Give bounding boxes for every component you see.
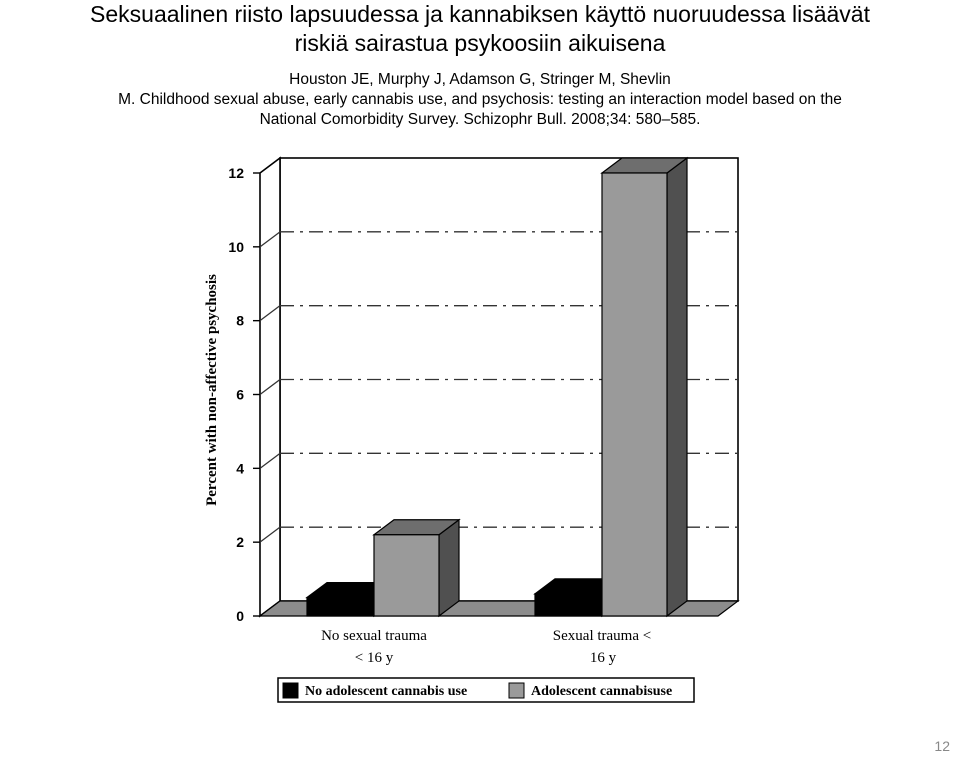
- slide-title-line2: riskiä sairastua psykoosiin aikuisena: [294, 30, 666, 56]
- bar-front: [535, 594, 602, 616]
- bar-front: [307, 598, 374, 616]
- y-tick-label: 4: [236, 460, 244, 477]
- y-axis-label: Percent with non-affective psychosis: [204, 274, 220, 506]
- legend-label-no-cannabis: No adolescent cannabis use: [305, 684, 468, 699]
- bar-cannabis-2: [602, 158, 687, 616]
- legend-swatch-cannabis: [509, 683, 524, 698]
- y-tick-label: 0: [236, 608, 244, 624]
- x-category-label: No sexual trauma: [321, 628, 427, 644]
- legend: [278, 678, 694, 702]
- bar-side: [439, 520, 459, 616]
- y-tick-label: 2: [236, 534, 244, 551]
- slide-number: 12: [934, 738, 950, 754]
- x-category-label: < 16 y: [354, 650, 394, 666]
- y-tick-label: 8: [236, 312, 244, 329]
- slide-title-line1: Seksuaalinen riisto lapsuudessa ja kannabiksen käyttö nuoruudessa lisäävät: [90, 1, 870, 27]
- bar-front: [374, 535, 439, 616]
- bar-front: [602, 173, 667, 616]
- y-axis-ticks: [228, 165, 260, 624]
- citation-line2: M. Childhood sexual abuse, early cannabis use, and psychosis: testing an interaction model based on the: [118, 91, 842, 108]
- x-axis-labels: [321, 628, 651, 666]
- y-tick-label: 10: [228, 238, 244, 255]
- x-category-label: Sexual trauma <: [552, 628, 652, 644]
- legend-swatch-no-cannabis: [283, 683, 298, 698]
- bar-cannabis-1: [374, 520, 459, 616]
- bar-side: [667, 158, 687, 616]
- legend-label-cannabis: Adolescent cannabisuse: [531, 684, 673, 699]
- citation-line1: Houston JE, Murphy J, Adamson G, Stringer M, Shevlin: [289, 71, 671, 88]
- y-tick-label: 6: [236, 386, 244, 403]
- citation-line3: National Comorbidity Survey. Schizophr Bull. 2008;34: 580–585.: [259, 111, 701, 128]
- x-category-label: 16 y: [589, 650, 617, 666]
- y-tick-label: 12: [228, 165, 244, 181]
